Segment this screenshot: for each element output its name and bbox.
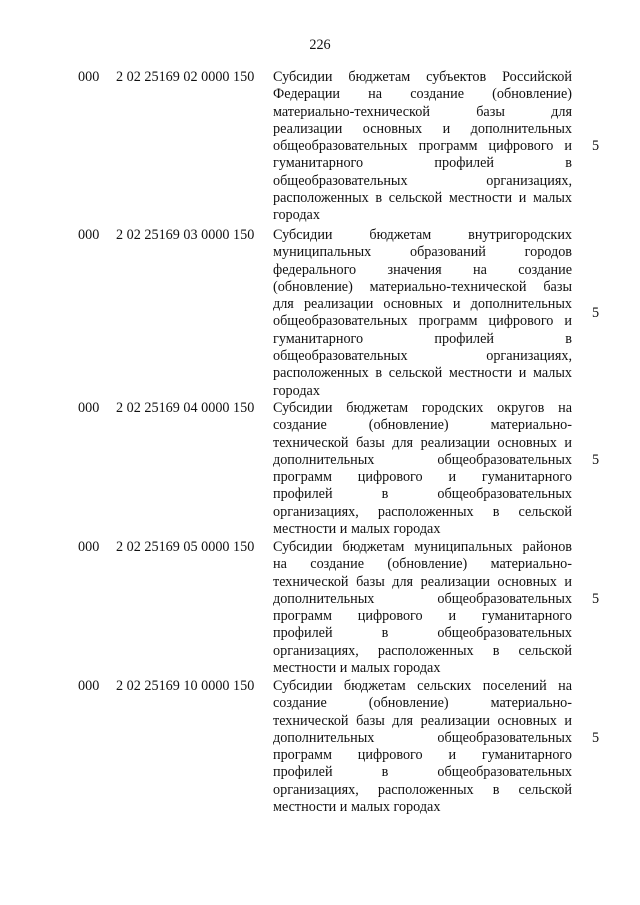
classification-code: 2 02 25169 03 0000 150 — [116, 227, 255, 243]
description-line: Федерации на создание (обновление) — [273, 86, 572, 103]
description-line: общеобразовательных программ цифрового и — [273, 138, 572, 155]
normative-value: 5 — [592, 730, 600, 746]
description-line: профилей в общеобразовательных — [273, 486, 572, 503]
description-line: Субсидии бюджетам городских округов на — [273, 400, 572, 416]
description-line: федерального значения на создание — [273, 261, 572, 278]
admin-code: 000 — [78, 400, 100, 416]
classification-code: 2 02 25169 05 0000 150 — [116, 539, 255, 555]
normative-value: 5 — [592, 138, 600, 154]
description-line: программ цифрового и гуманитарного — [273, 747, 572, 764]
description-line: программ цифрового и гуманитарного — [273, 469, 572, 486]
description-line: общеобразовательных программ цифрового и — [273, 313, 572, 330]
description-line: местности и малых городах — [273, 660, 441, 677]
admin-code: 000 — [78, 227, 100, 243]
description-line: организациях, расположенных в сельской — [273, 781, 572, 798]
admin-code: 000 — [78, 678, 100, 694]
description-line: организациях, расположенных в сельской — [273, 503, 572, 520]
description-line: (обновление) материально-технической базы — [273, 278, 572, 295]
admin-code: 000 — [78, 69, 100, 85]
revenue-description — [273, 539, 572, 677]
description-line: реализации основных и дополнительных — [273, 120, 572, 137]
description-line: для реализации основных и дополнительных — [273, 296, 572, 313]
description-line: общеобразовательных организациях, — [273, 172, 572, 189]
description-line: профилей в общеобразовательных — [273, 625, 572, 642]
description-line: технической базы для реализации основных и — [273, 573, 572, 590]
description-line: местности и малых городах — [273, 799, 441, 816]
description-line: расположенных в сельской местности и малых — [273, 365, 572, 382]
normative-value: 5 — [592, 305, 600, 321]
description-line: Субсидии бюджетам сельских поселений на — [273, 678, 572, 694]
revenue-description — [273, 678, 572, 816]
description-line: технической базы для реализации основных и — [273, 434, 572, 451]
revenue-description — [273, 69, 572, 225]
description-line: на создание (обновление) материально- — [273, 556, 572, 573]
description-line: Субсидии бюджетам внутригородских — [273, 227, 572, 243]
classification-code: 2 02 25169 02 0000 150 — [116, 69, 255, 85]
revenue-description — [273, 227, 572, 400]
normative-value: 5 — [592, 591, 600, 607]
description-line: Субсидии бюджетам субъектов Российской — [273, 69, 572, 85]
page-number: 226 — [309, 37, 331, 53]
description-line: организациях, расположенных в сельской — [273, 642, 572, 659]
description-line: создание (обновление) материально- — [273, 695, 572, 712]
description-line: дополнительных общеобразовательных — [273, 729, 572, 746]
description-line: гуманитарного профилей в — [273, 155, 572, 172]
normative-value: 5 — [592, 452, 600, 468]
classification-code: 2 02 25169 04 0000 150 — [116, 400, 255, 416]
classification-code: 2 02 25169 10 0000 150 — [116, 678, 255, 694]
description-line: программ цифрового и гуманитарного — [273, 608, 572, 625]
description-line: создание (обновление) материально- — [273, 417, 572, 434]
description-line: гуманитарного профилей в — [273, 330, 572, 347]
description-line: Субсидии бюджетам муниципальных районов — [273, 539, 572, 555]
description-line: городах — [273, 382, 320, 399]
description-line: материально-технической базы для — [273, 103, 572, 120]
description-line: расположенных в сельской местности и малых — [273, 190, 572, 207]
description-line: профилей в общеобразовательных — [273, 764, 572, 781]
description-line: муниципальных образований городов — [273, 244, 572, 261]
description-line: общеобразовательных организациях, — [273, 348, 572, 365]
admin-code: 000 — [78, 539, 100, 555]
description-line: городах — [273, 207, 320, 224]
revenue-description — [273, 400, 572, 538]
description-line: дополнительных общеобразовательных — [273, 451, 572, 468]
description-line: технической базы для реализации основных и — [273, 712, 572, 729]
description-line: местности и малых городах — [273, 521, 441, 538]
description-line: дополнительных общеобразовательных — [273, 590, 572, 607]
